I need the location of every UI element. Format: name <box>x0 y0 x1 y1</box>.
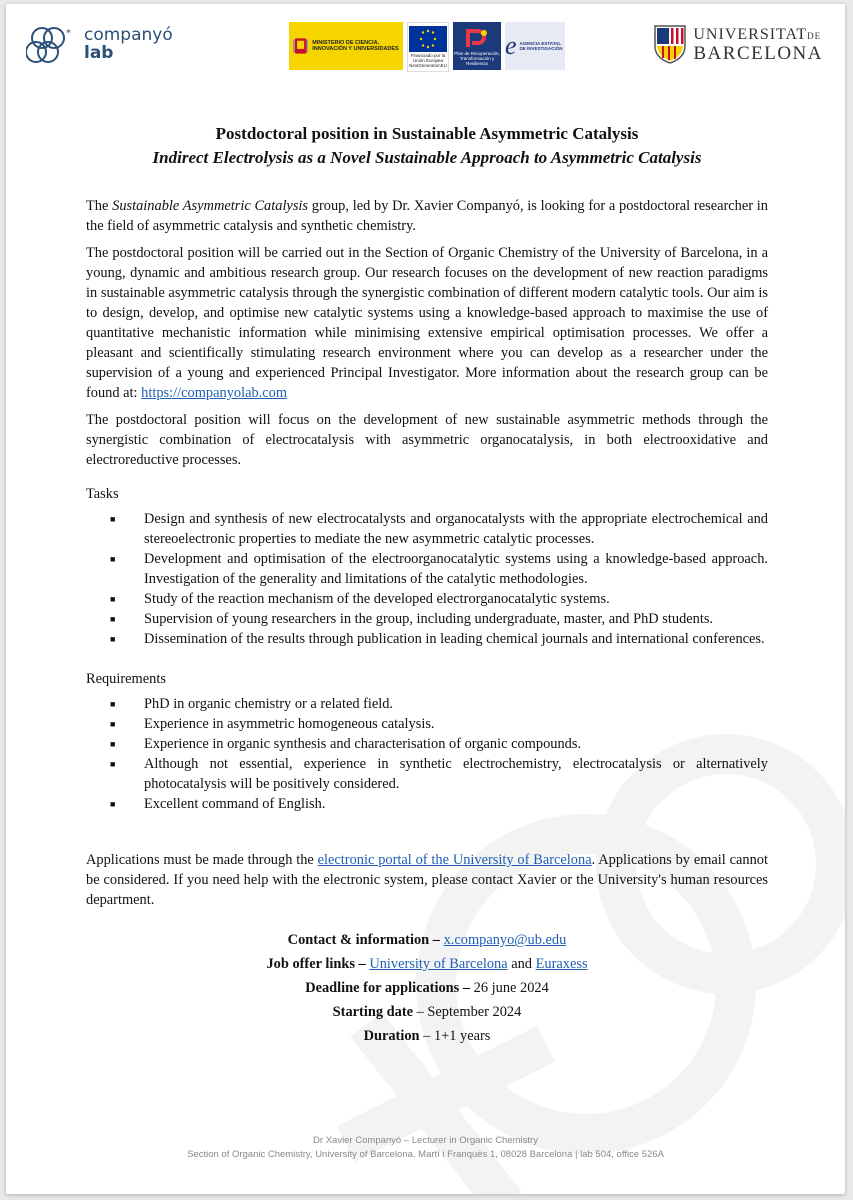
dash: – <box>419 1028 434 1044</box>
duration-label: Duration <box>363 1028 420 1044</box>
and-text: and <box>507 956 536 972</box>
prtr-emblem-icon <box>464 27 490 49</box>
document-body <box>86 122 768 1048</box>
funders-logos <box>289 22 565 72</box>
dash: – <box>413 1004 428 1020</box>
dash: – <box>354 956 370 972</box>
requirements-list <box>86 694 768 814</box>
research-paragraph <box>86 243 768 403</box>
page-footer <box>6 1134 845 1162</box>
application-paragraph <box>86 850 768 910</box>
contact-line <box>86 928 768 952</box>
ub-line1-small: DE <box>807 31 822 41</box>
ub-offer-link[interactable]: University of Barcelona <box>369 956 508 972</box>
group-name: Sustainable Asymmetric Catalysis <box>112 198 309 214</box>
eu-logo <box>407 22 449 72</box>
task-item: ■ Development and optimisation of the electroorganocatalytic systems using a knowledge-based approach. Investigation of the generality and limitations of the catalytic methodologies. <box>86 549 768 589</box>
job-links-line <box>86 952 768 976</box>
apply-pre: Applications must be made through the <box>86 852 318 868</box>
dash: – <box>429 932 444 948</box>
ministry-text: MINISTERIO DE CIENCIA, INNOVACIÓN Y UNIVERSIDADES <box>312 40 399 52</box>
tasks-heading: Tasks <box>86 486 119 502</box>
prtr-logo <box>453 22 501 70</box>
apply-post: . Applications by email cannot be considered. If you need help with the electronic system, please contact Xavier or the University's human resources department. <box>86 852 768 908</box>
group-website-link[interactable]: https://companyolab.com <box>141 385 288 401</box>
document-subtitle: Indirect Electrolysis as a Novel Sustainable Approach to Asymmetric Catalysis <box>152 148 702 167</box>
ub-shield-icon <box>653 24 687 64</box>
dash: – <box>459 980 474 996</box>
aei-logo <box>505 22 565 70</box>
requirement-item: ■ PhD in organic chemistry or a related field. <box>86 694 768 714</box>
eu-caption: Financiado por la Unión Europea NextGenerationEU <box>409 53 447 68</box>
duration-line <box>86 1024 768 1048</box>
ministry-logo <box>289 22 403 70</box>
deadline-value: 26 june 2024 <box>473 980 549 996</box>
duration-value: 1+1 years <box>433 1028 491 1044</box>
spain-coat-of-arms-icon <box>293 29 308 63</box>
aei-caption: AGENCIA ESTATAL DE INVESTIGACIÓN <box>519 41 563 51</box>
footer-line1: Dr Xavier Companyó – Lecturer in Organic Chemistry <box>313 1135 538 1146</box>
svg-text:*: * <box>66 28 71 39</box>
start-date-line <box>86 1000 768 1024</box>
requirement-item: ■ Experience in organic synthesis and characterisation of organic compounds. <box>86 734 768 754</box>
contact-email-link[interactable]: x.companyo@ub.edu <box>443 932 567 948</box>
lab-logo-line1: companyó <box>84 25 173 45</box>
requirement-item: ■ Excellent command of English. <box>86 794 768 814</box>
ub-portal-link[interactable]: electronic portal of the University of Barcelona <box>317 852 592 868</box>
document-title: Postdoctoral position in Sustainable Asymmetric Catalysis <box>215 124 639 143</box>
companyo-lab-logo <box>26 24 186 68</box>
intro-paragraph <box>86 196 768 236</box>
prtr-caption: Plan de Recuperación, Transformación y Resiliencia <box>454 50 500 66</box>
euraxess-link[interactable]: Euraxess <box>535 956 588 972</box>
intro-pre: The <box>86 198 113 214</box>
footer-line2: Section of Organic Chemistry, University of Barcelona. Martí i Franquès 1, 08028 Barcelona | lab 504, office 526A <box>187 1149 664 1160</box>
requirement-item: ■ Experience in asymmetric homogeneous catalysis. <box>86 714 768 734</box>
deadline-label: Deadline for applications <box>305 980 460 996</box>
lab-logo-line2: lab <box>84 43 114 63</box>
ub-line1: UNIVERSITAT <box>693 26 808 43</box>
task-item: ■ Design and synthesis of new electrocatalysts and organocatalysts with the appropriate electrochemical and stereoelectronic properties to mediate the new asymmetric catalytic processes. <box>86 509 768 549</box>
deadline-line <box>86 976 768 1000</box>
task-item: ■ Supervision of young researchers in the group, including undergraduate, master, and PhD students. <box>86 609 768 629</box>
contact-block <box>86 928 768 1048</box>
links-label: Job offer links <box>266 956 355 972</box>
focus-paragraph: The postdoctoral position will focus on the development of new sustainable asymmetric methods through the synergistic combination of electrocatalysis with asymmetric organocatalysis, in both electrooxidative and electroreductive processes. <box>86 412 768 468</box>
requirement-item: ■ Although not essential, experience in synthetic electrochemistry, electrocatalysis or alternatively photocatalysis will be positively considered. <box>86 754 768 794</box>
ub-line2: BARCELONA <box>693 43 823 64</box>
contact-label: Contact & information <box>287 932 430 948</box>
task-item: ■ Study of the reaction mechanism of the developed electrorganocatalytic systems. <box>86 589 768 609</box>
task-item: ■ Dissemination of the results through publication in leading chemical journals and international conferences. <box>86 629 768 649</box>
tasks-list <box>86 509 768 649</box>
university-of-barcelona-logo <box>653 24 823 64</box>
requirements-heading: Requirements <box>86 671 166 687</box>
eu-flag-icon <box>409 26 447 52</box>
start-label: Starting date <box>332 1004 414 1020</box>
aei-mark: e <box>505 31 517 60</box>
intro-post: group, led by Dr. Xavier Companyó, is looking for a postdoctoral researcher in the field of asymmetric catalysis and synthetic chemistry. <box>86 198 768 234</box>
lab-logo-icon <box>26 24 78 66</box>
research-text: The postdoctoral position will be carried out in the Section of Organic Chemistry of the University of Barcelona, in a young, dynamic and ambitious research group. Our research focuses on the development of new reaction paradigms in sustainable asymmetric catalysis through the synergistic combination of different modern catalytic tools. Our aim is to design, develop, and optimise new catalytic systems using a knowledge-based approach to maximise the use of quantitative mechanistic information while minimising extensive empirical optimisation processes. We offer a pleasant and scientifically stimulating research environment where you can develop as a researcher under the supervision of a young and experienced Principal Investigator. More information about the research group can be found at: <box>86 245 768 401</box>
start-value: September 2024 <box>427 1004 522 1020</box>
document-page <box>6 4 845 1194</box>
